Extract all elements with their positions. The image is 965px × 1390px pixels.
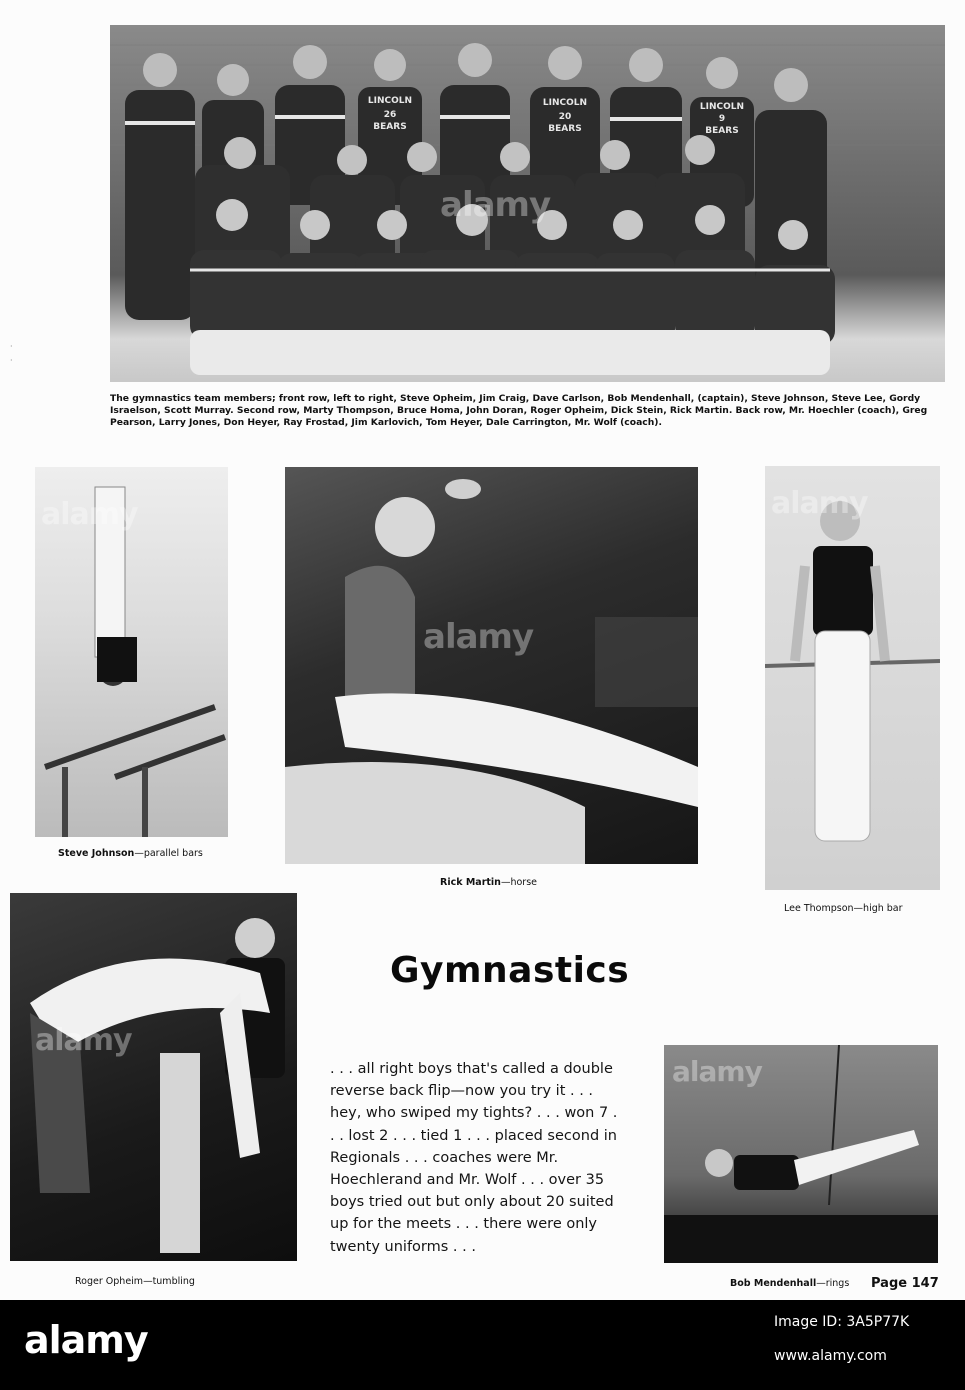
athlete-name: Steve Johnson [58, 848, 135, 859]
athlete-name: Roger Opheim [75, 1276, 144, 1287]
footer-url[interactable]: www.alamy.com [774, 1348, 887, 1364]
margin-marks: · · [10, 342, 13, 365]
jersey-text: 9 [718, 114, 726, 124]
rings-photo [664, 1045, 938, 1263]
athlete-name: Bob Mendenhall [730, 1278, 817, 1289]
watermark: alamy [423, 617, 534, 657]
team-photo [110, 25, 945, 382]
parallel-bars-photo [35, 467, 228, 837]
jersey-text: LINCOLN [542, 98, 588, 108]
watermark: alamy [440, 185, 551, 225]
jersey-text: LINCOLN [367, 96, 413, 106]
horse-caption [440, 877, 537, 888]
team-photo-caption: The gymnastics team members; front row, left to right, Steve Opheim, Jim Craig, Dave Carlson, Bob Mendenhall, (captain), Steve Johnson, Steve Lee, Gordy Israelson, Scott Murray. Second row, Marty Thompson, Bruce Homa, John Doran, Roger Opheim, Dick Stein, Rick Martin. Back row, Mr. Hoechler (coach), Greg Pearson, Larry Jones, Don Heyer, Ray Frostad, Jim Karlovich, Tom Heyer, Dale Carrington, Mr. Wolf (coach). [110, 393, 928, 429]
watermark: alamy [35, 1023, 132, 1058]
image-id: Image ID: 3A5P77K [774, 1314, 910, 1330]
high-bar-caption [784, 903, 903, 914]
horse-photo [285, 467, 698, 864]
event-name: —high bar [853, 903, 903, 914]
article-title: Gymnastics [390, 950, 630, 991]
article-body: . . . all right boys that's called a double reverse back flip—now you try it . . . hey, who swiped my tights? . . . won 7 . . . lost 2 . . . tied 1 . . . placed second in Regionals . . . coaches were Mr. Hoechlerand and Mr. Wolf . . . over 35 boys tried out but only about 20 suited up for the meets . . . there were only twenty uniforms . . . [330, 1061, 618, 1255]
rings-caption [730, 1278, 849, 1289]
jersey-text: 20 [558, 112, 572, 122]
parallel-bars-caption [58, 848, 203, 859]
event-name: —horse [500, 877, 537, 888]
watermark: alamy [771, 486, 868, 521]
event-name: —rings [816, 1278, 850, 1289]
jersey-text: BEARS [373, 122, 407, 132]
jersey-text: LINCOLN [699, 102, 745, 112]
event-name: —tumbling [143, 1276, 195, 1287]
watermark: alamy [41, 497, 138, 532]
tumbling-caption [75, 1276, 195, 1287]
jersey-text: BEARS [548, 124, 582, 134]
athlete-name: Lee Thompson [784, 903, 854, 914]
jersey-text: 26 [383, 110, 397, 120]
watermark: alamy [672, 1055, 762, 1088]
page-number: Page 147 [871, 1276, 939, 1291]
high-bar-photo [765, 466, 940, 890]
alamy-logo: alamy [24, 1318, 148, 1362]
event-name: —parallel bars [134, 848, 203, 859]
tumbling-photo [10, 893, 297, 1261]
athlete-name: Rick Martin [440, 877, 501, 888]
jersey-text: BEARS [705, 126, 739, 136]
